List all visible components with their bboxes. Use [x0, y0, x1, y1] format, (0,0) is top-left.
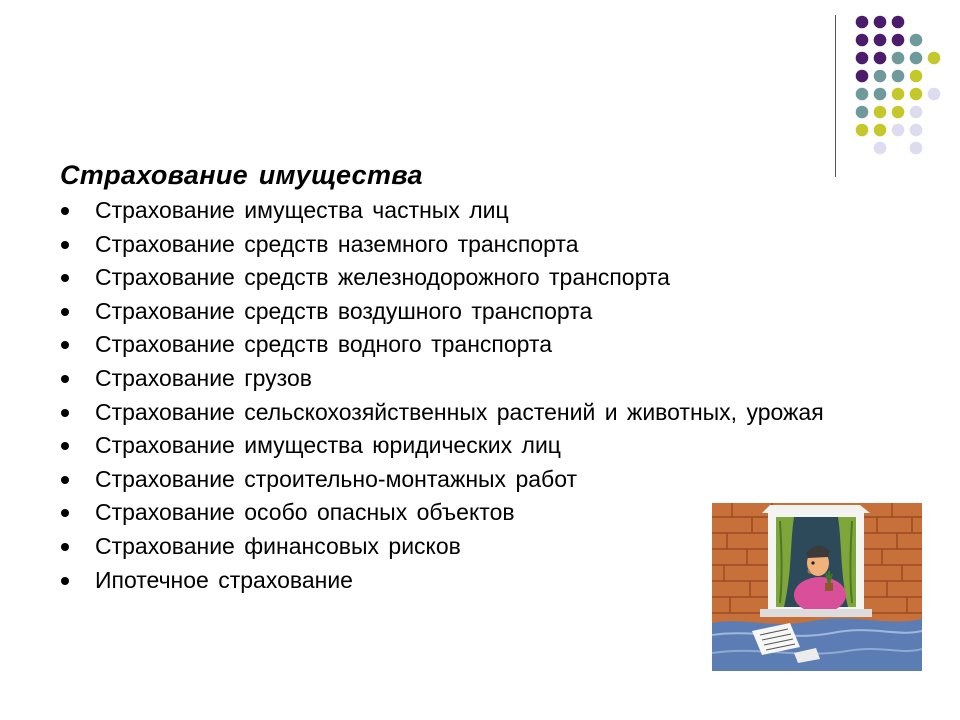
decorative-dot: [874, 124, 887, 137]
decorative-dot: [892, 88, 905, 101]
decorative-dot: [874, 142, 887, 155]
list-item-text: Страхование средств воздушного транспорта: [95, 297, 593, 324]
decorative-dot: [910, 106, 923, 119]
decorative-dot: [874, 88, 887, 101]
decorative-dot: [910, 70, 923, 83]
slide-title: Страхование имущества: [60, 160, 423, 190]
list-item-text: Страхование средств железнодорожного транспорта: [95, 264, 670, 291]
decorative-dot: [892, 124, 905, 137]
decorative-dot: [928, 52, 941, 65]
decorative-dot: [910, 34, 923, 47]
list-item: [60, 433, 900, 458]
list-item: [60, 299, 900, 324]
list-item-text: Страхование особо опасных объектов: [95, 499, 515, 526]
list-item-text: Ипотечное страхование: [95, 566, 353, 593]
decorative-dot: [856, 124, 869, 137]
list-item: [60, 332, 900, 357]
decorative-dot: [910, 52, 923, 65]
decorative-dot: [856, 52, 869, 65]
bullet-icon: [61, 409, 69, 417]
list-item-text: Страхование имущества юридических лиц: [95, 432, 561, 459]
decorative-dot: [856, 34, 869, 47]
list-item-text: Страхование сельскохозяйственных растений и животных, урожая: [95, 398, 824, 425]
list-item: [60, 467, 900, 492]
list-item-text: Страхование имущества частных лиц: [95, 197, 509, 223]
list-item-text: Страхование средств наземного транспорта: [95, 230, 579, 257]
decorative-dot: [892, 16, 905, 29]
bullet-icon: [61, 577, 69, 585]
bullet-icon: [61, 509, 69, 517]
decorative-dot: [910, 124, 923, 137]
vertical-divider-line: [835, 15, 836, 177]
decorative-dot: [856, 106, 869, 119]
list-item: [60, 366, 900, 391]
list-item: [60, 232, 900, 257]
list-item-text: Страхование финансовых рисков: [95, 532, 461, 559]
decorative-dot: [928, 88, 941, 101]
decorative-dot: [856, 16, 869, 29]
bullet-icon: [61, 274, 69, 282]
decorative-dot: [892, 106, 905, 119]
decorative-dot: [892, 70, 905, 83]
decorative-dot: [856, 70, 869, 83]
list-item: [60, 198, 900, 223]
bullet-icon: [61, 543, 69, 551]
bullet-icon: [61, 341, 69, 349]
decorative-dot: [874, 70, 887, 83]
decorative-dot: [874, 16, 887, 29]
decorative-dot: [856, 88, 869, 101]
decorative-dot: [910, 142, 923, 155]
bullet-icon: [61, 375, 69, 383]
bullet-icon: [61, 241, 69, 249]
bullet-icon: [61, 442, 69, 450]
decorative-dot: [874, 106, 887, 119]
decorative-dot: [892, 52, 905, 65]
list-item-text: Страхование грузов: [95, 364, 312, 391]
list-item-text: Страхование средств водного транспорта: [95, 331, 553, 358]
bullet-icon: [61, 308, 69, 316]
decorative-dot: [910, 88, 923, 101]
bullet-icon: [61, 476, 69, 484]
flooded-house-cartoon-icon: [712, 503, 922, 671]
list-item: [60, 265, 900, 290]
decorative-dot: [874, 52, 887, 65]
decorative-dot: [874, 34, 887, 47]
bullet-icon: [61, 207, 69, 215]
list-item: [60, 400, 900, 425]
list-item-text: Страхование строительно-монтажных работ: [95, 465, 578, 492]
decorative-dot: [892, 34, 905, 47]
